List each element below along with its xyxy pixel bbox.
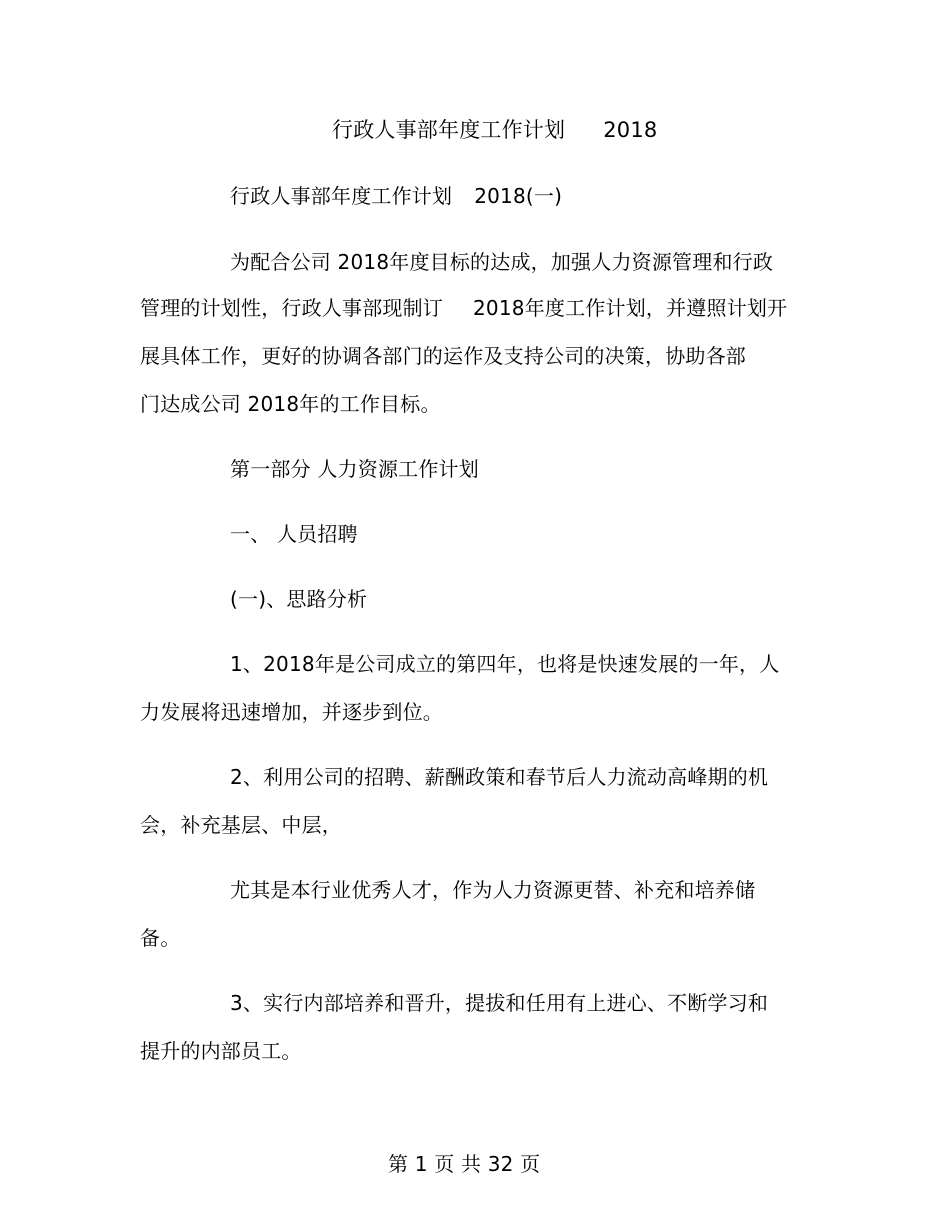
page-footer: 第 1 页 共 32 页 — [388, 1152, 541, 1176]
document-subtitle — [230, 182, 562, 210]
item2-cont-line-1: 尤其是本行业优秀人才，作为人力资源更替、补充和培养储 — [230, 878, 756, 902]
part1-heading: 第一部分 人力资源工作计划 — [230, 457, 479, 481]
intro-line-3: 展具体工作，更好的协调各部门的运作及支持公司的决策，协助各部 — [140, 344, 746, 368]
document-title-year: 2018 — [603, 118, 658, 142]
item3-line-1: 3、实行内部培养和晋升，提拔和任用有上进心、不断学习和 — [230, 991, 769, 1015]
intro-line-2 — [140, 294, 787, 322]
item2-line-1: 2、利用公司的招聘、薪酬政策和春节后人力流动高峰期的机 — [230, 765, 769, 789]
item1-line-1: 1、2018年是公司成立的第四年，也将是快速发展的一年，人 — [230, 652, 780, 676]
document-title — [332, 116, 657, 144]
item2-line-2: 会，补充基层、中层， — [140, 813, 342, 837]
section1-heading: 一、 人员招聘 — [230, 522, 358, 546]
intro-line-2a: 管理的计划性，行政人事部现制订 — [140, 296, 443, 320]
document-title-text: 行政人事部年度工作计划 — [332, 118, 566, 142]
subsection1-heading: (一)、思路分析 — [230, 587, 368, 611]
item1-line-2: 力发展将迅速增加，并逐步到位。 — [140, 700, 443, 724]
intro-line-2b: 2018年度工作计划，并遵照计划开 — [473, 296, 788, 320]
document-subtitle-text: 行政人事部年度工作计划 — [230, 184, 453, 208]
intro-line-4: 门达成公司 2018年的工作目标。 — [140, 392, 441, 416]
document-subtitle-suffix: 2018(一) — [474, 184, 563, 208]
intro-line-1: 为配合公司 2018年度目标的达成，加强人力资源管理和行政 — [230, 250, 774, 274]
item3-line-2: 提升的内部员工。 — [140, 1039, 302, 1063]
item2-cont-line-2: 备。 — [140, 926, 181, 950]
